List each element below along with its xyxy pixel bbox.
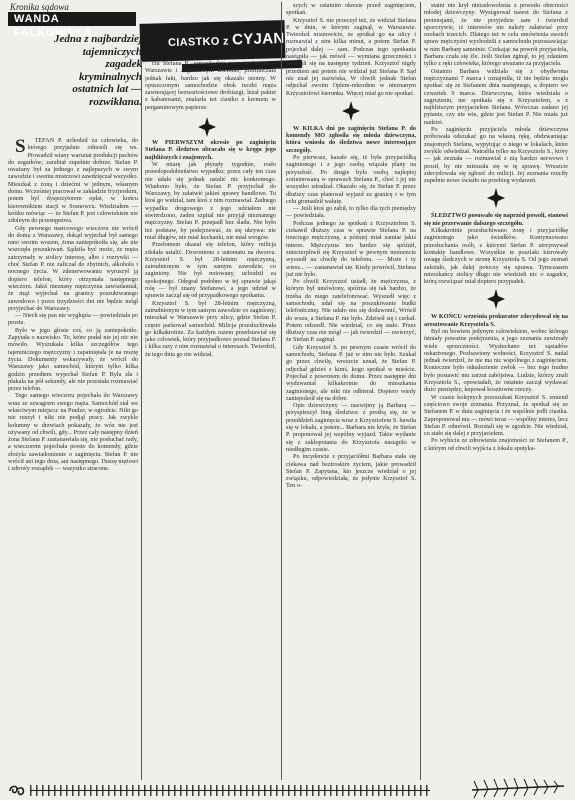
- fence-rail: [30, 790, 430, 791]
- paragraph: Ostatnio Barbara widziała się z obydwoma mężczyznami 7 marca i oznajmiła, iż nie będzie mogła spotkać się ze Stefanem dnia następnego, a dopiero we czwartek 9 marca. Dziewczyna, która wiedziała o zagrożeniu, nie spotkała się z Krzysztofem, a z najbliższym przyjacielem Stefana. Wówczas zadano jej pytanie, czy nie wie, gdzie jest Stefan P. Nie miała już nadziei.: [424, 67, 568, 126]
- paragraph: W miarę jak płynęły tygodnie, rosło prawdopodobieństwo wypadku; przez cały ten czas nie udało się jednak ustalić nic konkretnego. Wiadomo było, że Stefan P. przyjechał do Warszawy, by załatwić jakieś sprawy handlowe. Tu ktoś go widział, tam ktoś z nim rozmawiał. Żadnego wypadku drogowego z jego udziałem nie stwierdzono, żaden szpital nie przyjął nieznanego mężczyzny. Stefan P. przepadł bez śladu. Nie było też podstaw, by podejrzewać, że się ukrywa: nie miał długów, nie miał kochanki, nie miał wrogów.: [145, 160, 276, 241]
- drop-cap: S: [15, 137, 26, 157]
- paragraph: W czasie kolejnych przeszukań Krzysztof S. zmienił częściowo swoje zeznania. Przyznał, że spotkał się ze Stefanem P. w dniu zaginięcia i że wspólnie jedli ciastka. Zaproponował mu — mówi teraz — wspólny interes, lecz Stefan P. odmówił. Rozstali się w zgodzie. Nie wiedział, co stało się dalej z przyjacielem.: [424, 393, 568, 438]
- section-star-icon: [341, 100, 361, 122]
- paragraph: ciu Stefana P., samochodzie pozostawionym w Warszawie i zagadkowym telefonie, przemilczała jednak fakt, bardzo jak się okazało istotny. W opuszczonym samochodzie obok teczki męża zawierającej bezwartościowe drobiazgi, leżał pakiet z kabanosami, znalazła też ciastko z kremem w pergaminowym papierze.: [145, 60, 276, 111]
- pine-branch-ornament-icon: [468, 776, 568, 800]
- paragraph: Kilkakrotnie przesłuchiwano żonę i przyjaciółkę zaginionego jako świadków. Kontynuowano przesłuchania osób, z którymi Stefan P. utrzymywał kontakty handlowe. Wszystkie te poszlaki kierowały uwagę śledczych w stronę Krzysztofa S. Od jego zeznań zależało, jak dalej potoczy się sprawa. Tymczasem mieszkańcy stolicy długo nie wiedzieli nic o zagadce, którą rozwiązać miał dopiero przypadek.: [424, 227, 568, 286]
- section-opening: W KOŃCU września prokurator zdecydował się na aresztowanie Krzysztofa S.: [424, 313, 568, 328]
- paragraph: Po zaginięciu przyjaciela młoda dziewczyna próbowała odszukać go na własną rękę, obdzwaniając znajomych Stefana, wypytując o niego w lokalach, które zwykle odwiedzał. Natrafiła tylko na Krzysztofa S., który — jak zeznała — rozmawiał z nią bardzo nerwowo i prosił, by nie mieszała się w tę sprawę. Wreszcie zdecydowała się zgłosić do milicji. Jej zeznania rzuciły zupełnie nowe światło na przebieg wydarzeń.: [424, 126, 568, 185]
- section-opening: W PIERWSZYM okresie po zaginięciu Stefana P. śledztwo obracało się w kręgu jego najbliższych i znajomych.: [145, 139, 276, 161]
- column-divider: [420, 2, 421, 780]
- paragraph: Krzysztof S. był 28-letnim mężczyzną, zatrudnionym w tym samym zawodzie co zaginiony; mieszkał w Warszawie przy ulicy, gdzie Stefan P. często parkował samochód. Milicja przesłuchiwała go kilkakrotnie. Za każdym razem przedstawiał się jako człowiek, który przypadkowo poznał Stefana P. i kilka razy z nim rozmawiał o interesach. Twierdził, że tego dnia go nie widział.: [145, 299, 276, 358]
- paragraph: statni nie krył niezadowolenia z powodu obecności młodej dziewczyny. Wystąpował nawet do Stefana z pretensjami, że nie przyjedzie sam i twierdził uporczywie, iż interesów nie należy załatwiać przy osobach trzecich. Dlatego też w celu umówienia swoich spraw mężczyźni wychodzili z samochodu pozostawiając w nim Barbarę samotnie. Czekając na powrót przyjaciela, Barbara czuła się źle. Jeśli Stefan zginął, to jej zdaniem tylko z ręki człowieka, którego uważano za przyjaciela.: [424, 2, 568, 68]
- paragraph: Po incydencie z przyjaciółmi Barbara stała się ciekawa nad beztroskim życiem, jakie prowadził Stefan P. Zapytana, kto jeszcze wiedział o jej związku, odpowiedziała, że jedynie Krzysztof S. Ten o-: [286, 453, 416, 490]
- paragraph: Krzysztof S. nie przeczył też, że widział Stefana P. w dniu, w którym zaginął, w Warszawie. Twierdził mianowicie, że spotkał go na ulicy i rozmawiał z nim kilka minut, a potem Stefan P. pojechał dalej — sam. Podczas tego spotkania nastąpiła — jak mówił — wymiana grzeczności i umówili się na następny tydzień. Krzysztof nigdy przedtem ani potem nie widział już Stefana P. Sąd nie znał jej nazwiska, W chwili jednak Stefan odjechał swoim Oplem-rekordem w nieznanym Krzysztofowi kierunku. Więcej miał go nie spotkać.: [286, 16, 416, 97]
- paragraph: — Jeśli ktoś go zabił, to tylko dla tych pieniędzy — powiedziała.: [286, 205, 416, 220]
- section-star-icon: [197, 116, 217, 138]
- paragraph: Opis dziewczyny — nazwijmy ją Barbarą — przyspieszył bieg śledztwa: z prośbą się, że w przeddzień zaginięcia wraz z Krzysztofem S. bawiła się w lokalu, a potem... Barbara nie kryła, że Stefan P. proponował jej wspólny wyjazd. Takie wydanie się z zakłopotania do Krzysztofa nastąpiło w niedługim czasie.: [286, 402, 416, 453]
- paragraph: Po chwili Krzysztof usiadł, że mężczyzna, z którym był umówiony, spóźnia się tak bardzo, że trzeba do niego zatelefonować. Wyszedł więc z samochodu, udał się na poszukiwanie budki telefonicznej. Nie udało mu się dodzwonić, Wrócił do wozu, a Stefana P. nie było. Zdziwił się i czekał. Potem odszedł. Nie wiedział, co się stało. Przez dłuższy czas nie mógł — jak twierdził — uwierzyć, że Stefan P. zaginął.: [286, 278, 416, 344]
- paragraph: szych w ostatnim okresie przed zaginięciem, spotkań.: [286, 2, 416, 17]
- paragraph: — Niech się pan nie wygłupia — powiedziała po prostu.: [8, 312, 138, 327]
- title-keyword: CYJANKIEM: [231, 28, 324, 49]
- paragraph: Był on bowiem jedynym człowiekiem, wobec którego istniały poważne podejrzenia, a jego zeznania zawierały wiele sprzeczności. Wysłuchano też sąsiadów oskarżonego. Pozbawiony wolności, Krzysztof S. nadal jednak twierdził, że nie ma nic wspólnego z zaginięciem. Konieczne było odnalezienie zwłok — bez tego trudno było postawić mu zarzut zabójstwa. Ludzie, którzy znali Krzysztofa S., opowiadali, że ostatnio zaczął wydawać dużo pieniędzy, kupował kosztowne rzeczy.: [424, 327, 568, 394]
- column-divider: [141, 60, 142, 780]
- text-column-1: [8, 137, 138, 779]
- author-byline: WANDA FALKOWSKA: [8, 12, 136, 26]
- paragraph: Przełomem okazał się telefon, który milicja zdołała ustalić. Dzwoniono z automatu na dworcu. Krzysztof S. był 28-letnim mężczyzną, zatrudnionym w tym samym zawodzie, co zaginiony. Nie był notowany, uchodził za spokojnego. Odegrał podobno w tej sprawie jakąś rolę — był znany Stefanowi, a jego udział w sprawie zaczął się od przypadkowego spotkania.: [145, 241, 276, 300]
- paragraph: Gdy pewnego marcowego wieczoru nie wrócił do domu z Warszawy, dokąd wyjechał był samego rano swoim wozem, żona zaniepokoiła się, ale nie wszczęła poszukiwań. Sądziła być może, że męża zatrzymały w stolicy interesy, albo i rozrywki — choć Stefan P. nie zaliczał do zbytnich, alkoholu i nocnego życia. W zdenerwowaniu wyruszył ją dopiero telefon, który otrzymała następnego wieczoru. Jakiś nieznany mężczyzna zawiadamiał, że mąż wyjechał na granicy poszukiwanego zawodowo i przez trzydzieści dni nie będzie mógł przyjechać do Warszawy.: [8, 224, 138, 312]
- column-divider: [281, 2, 282, 780]
- paragraph: Podczas jednego ze spotkań z Krzysztofem S. ciekawił dłuższy czas w sprawie Stefana P. na trzeciego mężczyznę, a później miał zamiar jakiś interes. Mężczyzna ten bardzo się spóźnił, zniecierpliwił się Krzysztof w pewnym momencie wyszedł na chwilę do telefonu. — Może i ty wiesz... — zastanawiał się. Kiedy powrócił, Stefana już nie było.: [286, 219, 416, 278]
- paragraph: Tego samego wieczoru pojechała do Warszawy wraz ze szwagrem swego męża. Samochód stał we właściwym miejscu: na Pradze, w ogrodzie. Nikt go nie ruszył i nikt nie podjął pracy. Jak zwykle kolumny w drzwiach pokazały, że wóz nie jest używany od chwili, gdy... Przez cały następny dzień żona Stefana P. zastanawiała się, nie posłuchać rady, a wieczorem pojechała prosto do komendy, gdzie złożyła zawiadomienie o zaginięciu. Stefan P. nie wrócił ani tego dnia, ani następnego. Duszę mężowi i zdrowy rozsądek — wszystko stracone.: [8, 392, 138, 473]
- swirl-ornament-icon: [8, 783, 26, 797]
- text-column-4: [424, 2, 568, 779]
- paragraph: Po pierwsze, kazało się, iż była przyjaciółką zaginionego i z jego osobą wiązała plany na przyszłość. Po drugie była osobą najlepiej zorientowaną w sprawach Stefana P., choć i jej nie wszystko zdradzał. Okazało się, że Stefan P. przez dłuższy czas planował wyjazd za granicę i w tym celu gromadził walutę.: [286, 154, 416, 205]
- section-opening: W KILKA dni po zaginięciu Stefana P. do komendy MO zgłosiła się młoda dziewczyna, która wniosła do śledztwa nowe interesujące szczegóły.: [286, 124, 416, 154]
- section-star-icon: [486, 187, 506, 209]
- paragraph: Gdy Krzysztof S. po pewnym czasie wrócił do samochodu, Stefana P. już w nim nie było. Szukał go przez chwilę, wreszcie uznał, że Stefan P. odjechał gdzieś z kimś, kogo spotkał w mieście. Pojechał z powrotem do domu. Przez następne dni wydzwaniał kilkakrotnie do mieszkania zaginionego, ale nikt nie odbierał. Dopiero wtedy zaniepokoił się na dobre.: [286, 343, 416, 402]
- section-rubric: Kronika sądowa: [10, 2, 69, 12]
- article-lead: Jedna z najbardziej tajemniczych zagadek kryminalnych ostatnich lat — rozwikłana.: [53, 33, 142, 108]
- paragraph: Po wybiciu ze zdrowienia znajomości ze Stefanem P., z którym od chwili wyjścia z lokalu spotyka-: [424, 437, 568, 452]
- section-opening: ŚLEDZTWO posuwało się naprzód powoli, stanowi się nie przerwanie dalszego szczegółu.: [424, 212, 568, 227]
- text-column-3: [286, 2, 416, 779]
- title-prefix: CIASTKO z: [167, 35, 233, 50]
- section-star-icon: [486, 288, 506, 310]
- paragraph: S TEFAN P. uchodził za człowieka, do którego przyjaźnie odnosili się ws. Prowadził wiany warsztat produkcji pachów do zegarków; zarabiał zupełnie dobrze. Stefan P. uważany był za jednego z najlepszych w swym zawodzie i swemu mistrzowi zawdzięczał wszystko. Mieszkał z żoną i dziećmi w jednym, własnym domu. Wcześniej pracował w zakładzie fryzjerskim, potem był dyspozytorem opłat, w końcu kierownikiem stacji w Sosnowcu. Wiedziałem — krótko mówiąc — że Stefan P. jest człowiekiem nie zdolnym do przestępstwa.: [8, 137, 138, 225]
- text-column-2: [145, 60, 276, 779]
- paragraph: Było w jego głosie coś, co ją zaniepokoiło. Zapytała o nazwisko. To, które podał nie jej nic nie mówiło. Wyszukała kilka szczegółów tego tajemniczego mężczyzny i zapamiętała je na resztę życia. Dokumenty wskazywały, że wrócił do Warszawy jako samochód, którym tylko kilka godzin przedtem wyjechał Stefan P. Była zła i płakała na pół sekundy, ale nie przestała rozmawiać przez telefon.: [8, 326, 138, 393]
